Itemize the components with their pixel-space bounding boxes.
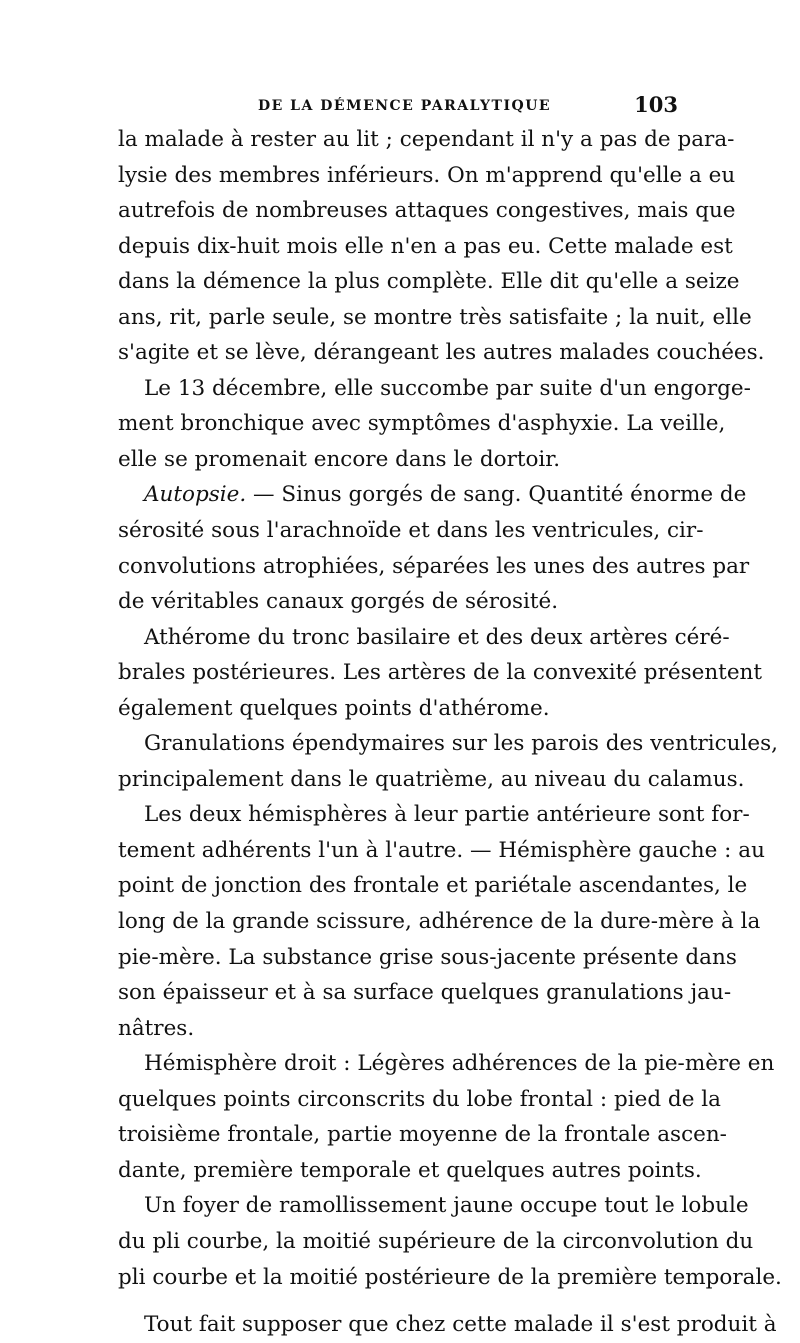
text-line: Les deux hémisphères à leur partie antérieure sont for- [144,802,750,828]
text-line: autrefois de nombreuses attaques congestives, mais que [118,198,736,224]
text-line: Un foyer de ramollissement jaune occupe tout le lobule [144,1193,749,1219]
text-line: de véritables canaux gorgés de sérosité. [118,589,559,615]
text-line [118,477,747,513]
body-text [118,122,782,1343]
text-line: Hémisphère droit : Légères adhérences de la pie-mère en [144,1051,775,1077]
paragraph-gap [118,1295,678,1307]
text-line: son épaisseur et à sa surface quelques granulations jau- [118,980,732,1006]
text-line: principalement dans le quatrième, au niveau du calamus. [118,766,745,792]
text-line: Athérome du tronc basilaire et des deux artères céré- [144,624,730,650]
text-line: lysie des membres inférieurs. On m'apprend qu'elle a eu [118,162,736,188]
text-line: point de jonction des frontale et pariétale ascendantes, le [118,873,748,899]
text-line: brales postérieures. Les artères de la convexité présentent [118,660,763,686]
text-line: long de la grande scissure, adhérence de la dure-mère à la [118,909,761,935]
text-line: ans, rit, parle seule, se montre très satisfaite ; la nuit, elle [118,304,752,330]
text-line-rest: — Sinus gorgés de sang. Quantité énorme de [246,482,747,508]
text-line: tement adhérents l'un à l'autre. — Hémisphère gauche : au [118,837,765,863]
text-line: depuis dix-huit mois elle n'en a pas eu. Cette malade est [118,233,733,259]
text-line: elle se promenait encore dans le dortoir. [118,446,561,472]
text-line: dans la démence la plus complète. Elle dit qu'elle a seize [118,269,740,295]
text-line: convolutions atrophiées, séparées les unes des autres par [118,553,750,579]
text-line: Granulations épendymaires sur les parois des ventricules, [144,731,778,757]
text-line: nâtres. [118,1015,195,1041]
text-line: pli courbe et la moitié postérieure de la première temporale. [118,1264,782,1290]
page-header [118,92,678,120]
text-line: troisième frontale, partie moyenne de la frontale ascen- [118,1122,727,1148]
running-title: DE LA DÉMENCE PARALYTIQUE [258,98,552,114]
text-line: quelques points circonscrits du lobe frontal : pied de la [118,1086,721,1112]
text-line: Tout fait supposer que chez cette malade il s'est produit à [144,1312,777,1338]
text-line: pie-mère. La substance grise sous-jacente présente dans [118,944,737,970]
text-line: s'agite et se lève, dérangeant les autres malades couchées. [118,340,765,366]
text-line: sérosité sous l'arachnoïde et dans les ventricules, cir- [118,518,704,544]
page-number: 103 [634,92,678,117]
text-line: la malade à rester au lit ; cependant il n'y a pas de para- [118,127,735,152]
text-line: dante, première temporale et quelques autres points. [118,1157,702,1183]
text-line: Le 13 décembre, elle succombe par suite d'un engorge- [144,375,751,401]
text-line: du pli courbe, la moitié supérieure de la circonvolution du [118,1228,754,1254]
text-line: également quelques points d'athérome. [118,695,550,721]
text-line: ment bronchique avec symptômes d'asphyxie. La veille, [118,411,726,437]
italic-lead: Autopsie. [144,482,247,508]
